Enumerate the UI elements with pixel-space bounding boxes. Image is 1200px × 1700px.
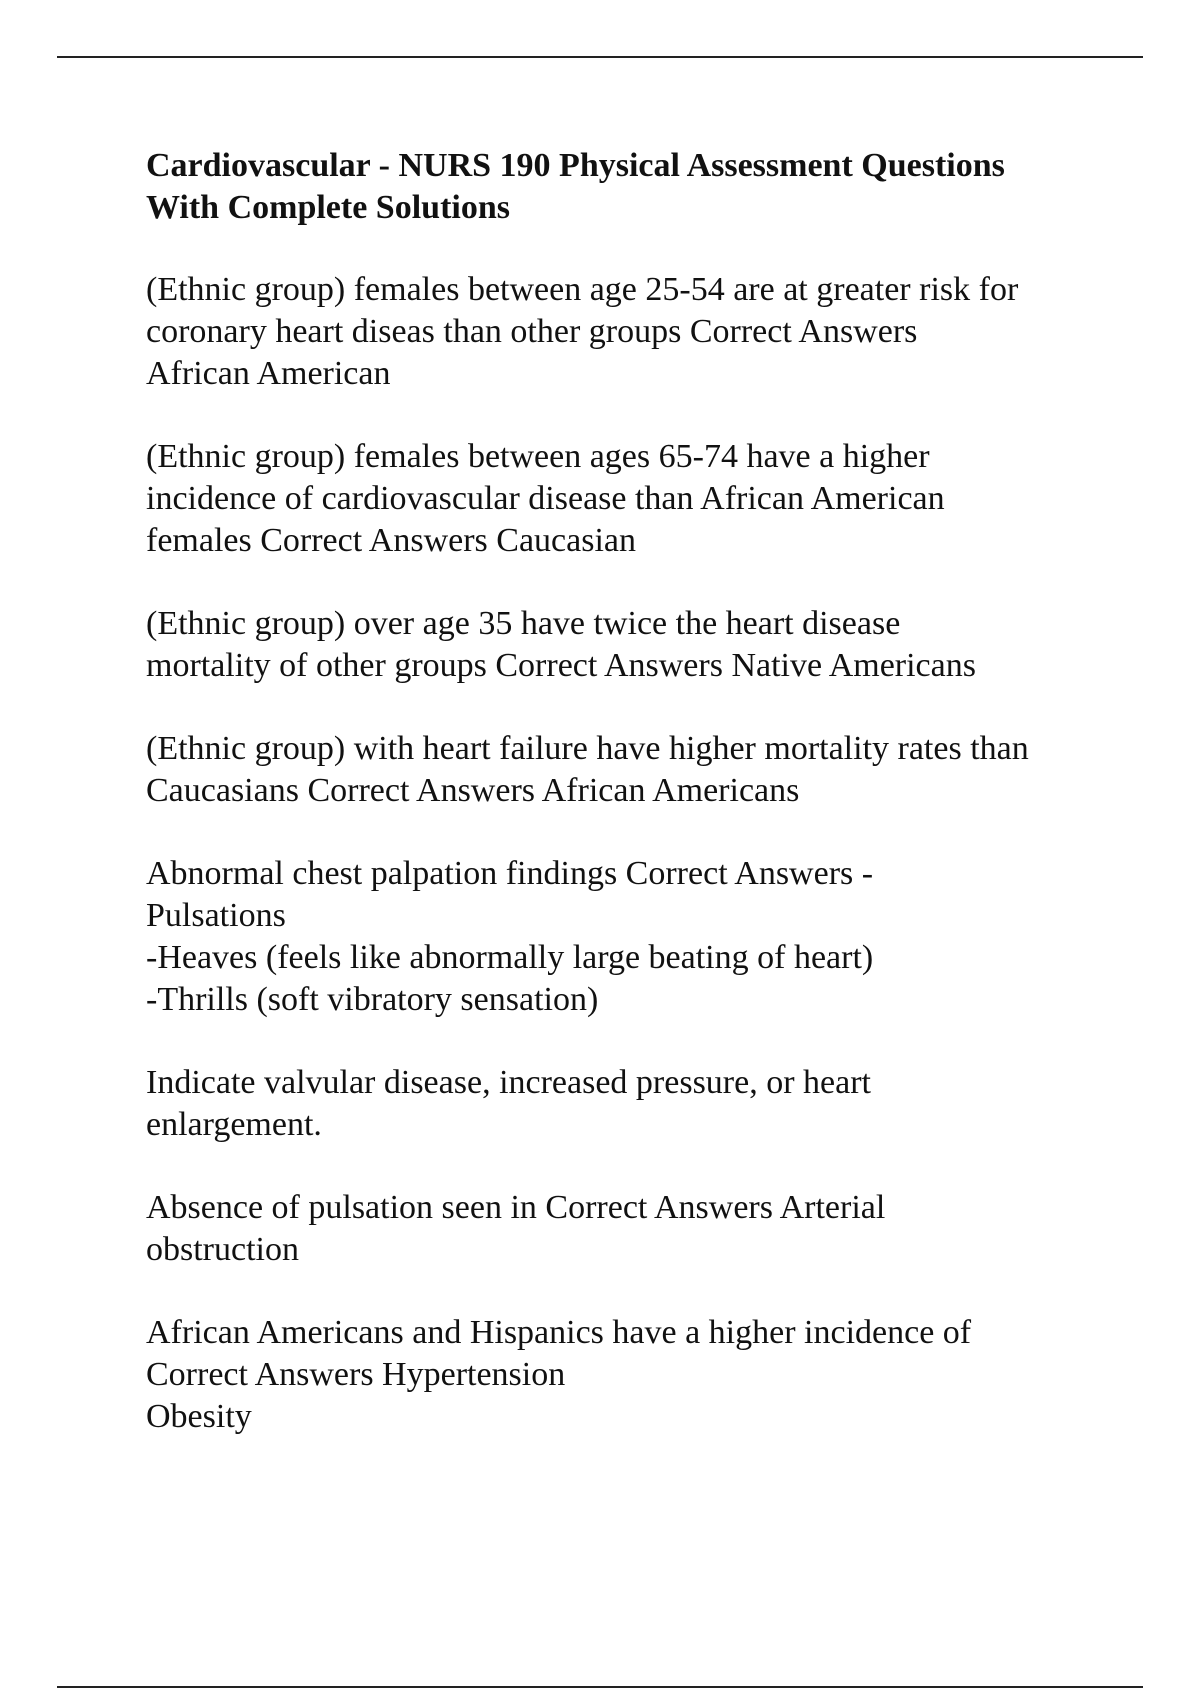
qa-paragraph: (Ethnic group) with heart failure have higher mortality rates than Caucasians Correct Answers African Americans <box>146 730 1029 809</box>
qa-paragraph: Absence of pulsation seen in Correct Answers Arterial obstruction <box>146 1189 886 1268</box>
footer-rule <box>57 1686 1143 1688</box>
qa-paragraph: (Ethnic group) females between ages 65-74 have a higher incidence of cardiovascular disease than African American females Correct Answers Caucasian <box>146 438 945 559</box>
qa-paragraph: (Ethnic group) females between age 25-54 are at greater risk for coronary heart diseas than other groups Correct Answers African American <box>146 271 1019 392</box>
qa-paragraph: African Americans and Hispanics have a higher incidence of Correct Answers Hypertension Obesity <box>146 1314 972 1435</box>
document-body <box>146 145 1106 1479</box>
header-rule <box>57 56 1143 58</box>
document-title: Cardiovascular - NURS 190 Physical Assessment Questions With Complete Solutions <box>146 147 1005 226</box>
qa-paragraph: Abnormal chest palpation findings Correct Answers - Pulsations -Heaves (feels like abnormally large beating of heart) -Thrills (soft vibratory sensation) <box>146 855 874 1018</box>
qa-paragraph: Indicate valvular disease, increased pressure, or heart enlargement. <box>146 1064 871 1143</box>
qa-paragraph: (Ethnic group) over age 35 have twice the heart disease mortality of other groups Correct Answers Native Americans <box>146 605 976 684</box>
